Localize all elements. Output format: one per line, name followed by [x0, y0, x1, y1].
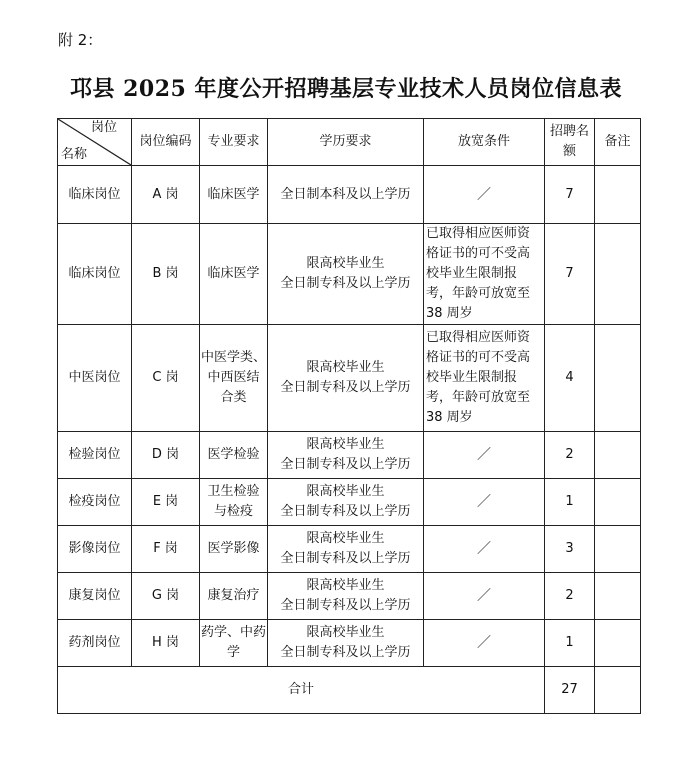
relax-condition: 已取得相应医师资格证书的可不受高校毕业生限制报考，年龄可放宽至 38 周岁	[424, 325, 545, 432]
corner-bottom-label: 名称	[61, 147, 88, 162]
major-line: 医学影像	[207, 541, 260, 556]
quota: 2	[545, 573, 595, 620]
education-line: 全日制专科及以上学历	[280, 645, 411, 660]
education-line: 限高校毕业生	[306, 531, 385, 546]
major-line: 临床医学	[207, 186, 260, 202]
header-remark: 备注	[595, 119, 641, 166]
major-line: 学	[226, 645, 240, 660]
header-quota	[545, 119, 595, 166]
quota: 1	[545, 620, 595, 667]
position-table	[57, 118, 641, 714]
major-requirement	[200, 166, 268, 224]
position-name: 检验岗位	[58, 432, 132, 479]
education-line: 全日制专科及以上学历	[280, 457, 411, 472]
header-row	[58, 119, 641, 166]
education-line: 全日制专科及以上学历	[280, 504, 411, 519]
header-education: 学历要求	[268, 119, 424, 166]
position-name: 中医岗位	[58, 325, 132, 432]
education-line: 全日制专科及以上学历	[280, 598, 411, 613]
total-row	[58, 667, 641, 714]
total-remark	[595, 667, 641, 714]
education-requirement	[268, 325, 424, 432]
remark	[595, 432, 641, 479]
major-line: 合类	[220, 390, 247, 405]
page-title: 邛县 2025 年度公开招聘基层专业技术人员岗位信息表	[69, 76, 623, 102]
position-name: 临床岗位	[58, 166, 132, 224]
header-relax: 放宽条件	[424, 119, 545, 166]
major-requirement	[200, 325, 268, 432]
education-requirement	[268, 479, 424, 526]
header-quota-line1: 招聘名	[549, 124, 589, 139]
major-line: 与检疫	[213, 504, 253, 519]
remark	[595, 166, 641, 224]
education-requirement	[268, 620, 424, 667]
quota: 2	[545, 432, 595, 479]
major-requirement	[200, 620, 268, 667]
table-row	[58, 166, 641, 224]
relax-condition: 已取得相应医师资格证书的可不受高校毕业生限制报考，年龄可放宽至 38 周岁	[424, 224, 545, 325]
position-code: G 岗	[132, 573, 200, 620]
education-requirement	[268, 224, 424, 325]
position-code: C 岗	[132, 325, 200, 432]
major-line: 卫生检验	[207, 484, 260, 499]
table-row	[58, 432, 641, 479]
position-name: 检疫岗位	[58, 479, 132, 526]
total-quota: 27	[545, 667, 595, 714]
major-line: 医学检验	[207, 447, 260, 462]
major-line: 中医学类、	[200, 350, 266, 365]
table-row	[58, 325, 641, 432]
major-requirement	[200, 224, 268, 325]
corner-top-label: 岗位	[90, 120, 117, 135]
header-quota-line2: 额	[562, 144, 576, 159]
remark	[595, 573, 641, 620]
position-name: 康复岗位	[58, 573, 132, 620]
quota: 7	[545, 224, 595, 325]
attachment-label: 附 2：	[58, 31, 103, 49]
remark	[595, 224, 641, 325]
education-line: 限高校毕业生	[306, 625, 385, 640]
education-line: 全日制专科及以上学历	[280, 276, 411, 291]
relax-condition: ／	[424, 432, 545, 479]
quota: 1	[545, 479, 595, 526]
education-requirement	[268, 166, 424, 224]
quota: 4	[545, 325, 595, 432]
table-row	[58, 573, 641, 620]
major-line: 药学、中药	[200, 625, 266, 640]
position-code: E 岗	[132, 479, 200, 526]
relax-condition: ／	[424, 479, 545, 526]
position-code: H 岗	[132, 620, 200, 667]
quota: 7	[545, 166, 595, 224]
education-line: 全日制本科及以上学历	[280, 186, 411, 202]
education-requirement	[268, 432, 424, 479]
education-line: 限高校毕业生	[306, 256, 385, 271]
relax-condition: ／	[424, 526, 545, 573]
education-line: 限高校毕业生	[306, 484, 385, 499]
remark	[595, 526, 641, 573]
education-line: 限高校毕业生	[306, 578, 385, 593]
remark	[595, 325, 641, 432]
major-line: 康复治疗	[207, 588, 260, 603]
major-requirement	[200, 573, 268, 620]
position-code: D 岗	[132, 432, 200, 479]
position-name: 临床岗位	[58, 224, 132, 325]
education-line: 限高校毕业生	[306, 437, 385, 452]
quota: 3	[545, 526, 595, 573]
relax-condition: ／	[424, 166, 545, 224]
header-major: 专业要求	[200, 119, 268, 166]
education-requirement	[268, 526, 424, 573]
major-requirement	[200, 526, 268, 573]
header-code: 岗位编码	[132, 119, 200, 166]
education-line: 全日制专科及以上学历	[280, 380, 411, 395]
position-code: B 岗	[132, 224, 200, 325]
major-requirement	[200, 432, 268, 479]
remark	[595, 620, 641, 667]
table-row	[58, 479, 641, 526]
education-requirement	[268, 573, 424, 620]
remark	[595, 479, 641, 526]
education-line: 全日制专科及以上学历	[280, 551, 411, 566]
table-row	[58, 224, 641, 325]
relax-condition: ／	[424, 573, 545, 620]
position-name: 影像岗位	[58, 526, 132, 573]
major-line: 中西医结	[207, 370, 260, 385]
major-line: 临床医学	[207, 266, 260, 281]
total-label: 合计	[58, 667, 545, 714]
position-code: F 岗	[132, 526, 200, 573]
corner-header-cell	[58, 119, 132, 166]
relax-condition: ／	[424, 620, 545, 667]
education-line: 限高校毕业生	[306, 360, 385, 375]
table-row	[58, 620, 641, 667]
position-name: 药剂岗位	[58, 620, 132, 667]
major-requirement	[200, 479, 268, 526]
position-code: A 岗	[132, 166, 200, 224]
table-row	[58, 526, 641, 573]
